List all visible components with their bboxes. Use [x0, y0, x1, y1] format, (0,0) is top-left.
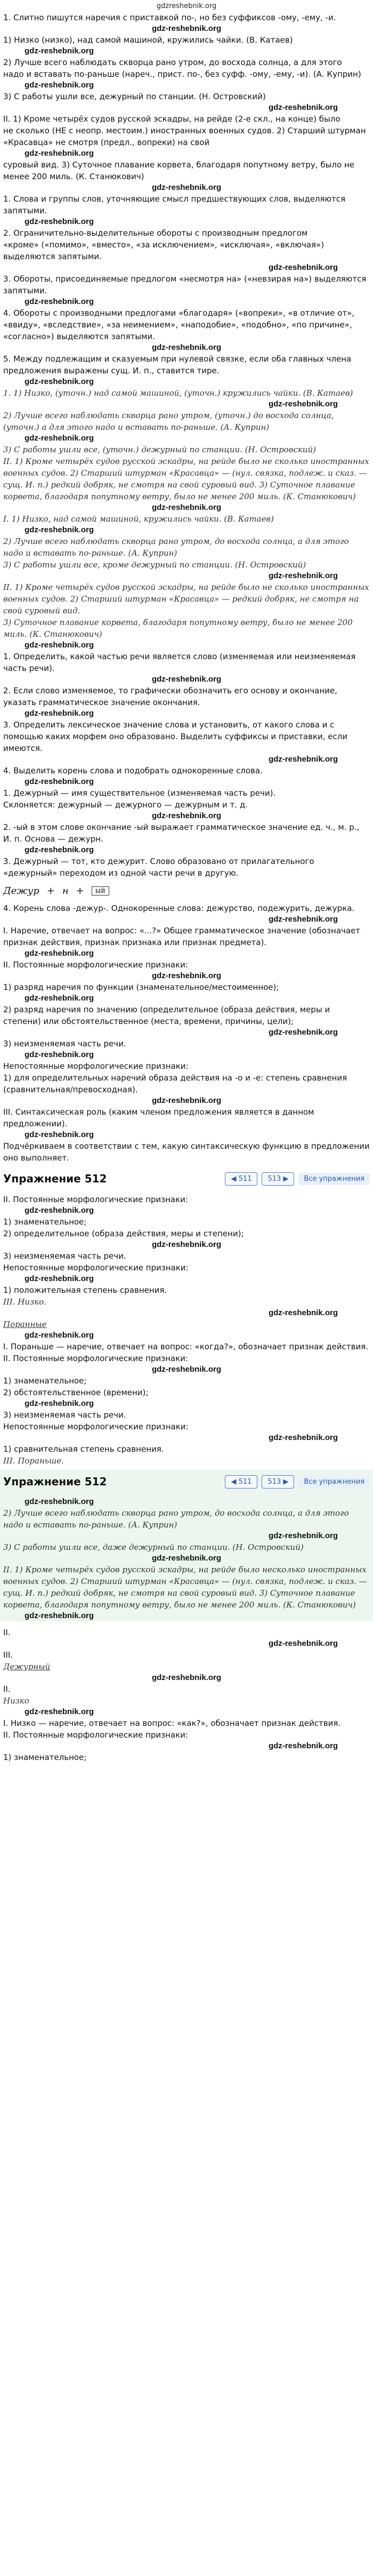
text-line: 4. Выделить корень слова и подобрать однокоренные слова. — [3, 766, 263, 775]
watermark: gdz-reshebnik.org — [25, 149, 94, 158]
watermark: gdz-reshebnik.org — [268, 571, 338, 580]
exercise-pager-repeat — [3, 1470, 370, 1493]
watermark: gdz-reshebnik.org — [25, 949, 94, 958]
text-line: 1) знаменательное; — [3, 1753, 87, 1762]
text-line: 3) неизменяемая часть речи. — [3, 1039, 126, 1049]
watermark: gdz-reshebnik.org — [268, 399, 338, 409]
text-line: I. 1) Низко, над самой машиной, кружились чайки. (В. Катаев) — [3, 514, 274, 524]
next-exercise-button[interactable]: 513 ▶ — [262, 1475, 294, 1489]
text-line: I. Пораньше — наречие, отвечает на вопрос: «когда?», обозначает признак действия. — [3, 1342, 369, 1351]
text-line: Низко — [3, 1696, 29, 1706]
watermark: gdz-reshebnik.org — [25, 1611, 94, 1620]
watermark: gdz-reshebnik.org — [25, 1130, 94, 1139]
watermark: gdz-reshebnik.org — [151, 1096, 221, 1105]
text-line: 3) С работы ушли все, (уточн.) дежурный по станции. (Н. Островский) — [3, 445, 316, 454]
text-line: Непостоянные морфологические признаки: — [3, 1061, 189, 1071]
text-line: 1. Слова и группы слов, уточняющие смысл предшествующих слов, выделяются запятыми. — [3, 194, 346, 215]
watermark: gdz-reshebnik.org — [268, 1028, 338, 1037]
text-line: I. Наречие, отвечает на вопрос: «...?» Общее грамматическое значение (обозначает признак действия, признак признака или признак предмета). — [3, 926, 361, 947]
watermark: gdz-reshebnik.org — [25, 709, 94, 718]
text-line: II. 1) Кроме четырёх судов русской эскадры, на рейде было не сколько иностранных военных судов. 2) Старший штурман «Красавца» — (нул. связка, подлеж. и сказ. — сущ. И. п.) редкий добряк, не смотря на свой суровый вид. 3) Суточное плавание корвета, благодаря попутному ветру, было не менее 200 миль. (К. Станюкович) — [3, 457, 369, 501]
text-line: не сколько (НЕ с неопр. местоим.) иностранных военных судов. 2) Старший штурман «Красавца» не смотря (предл., вопреки) на свой — [3, 126, 366, 147]
text-line: 1) знаменательное; — [3, 1376, 87, 1386]
watermark: gdz-reshebnik.org — [25, 297, 94, 306]
watermark: gdz-reshebnik.org — [25, 1399, 94, 1408]
watermark: gdz-reshebnik.org — [25, 434, 94, 443]
solution-page — [0, 12, 373, 1763]
text-line: Дежурный — [3, 1662, 51, 1671]
watermark: gdz-reshebnik.org — [25, 1050, 94, 1059]
plus-sign: + — [46, 885, 55, 897]
all-exercises-button[interactable]: Все упражнения — [298, 1173, 370, 1185]
watermark: gdz-reshebnik.org — [25, 777, 94, 786]
watermark: gdz-reshebnik.org — [268, 1433, 338, 1442]
morpheme-diagram — [3, 879, 370, 902]
text-line: II. Постоянные морфологические признаки: — [3, 1195, 188, 1204]
text-line: 2) Лучше всего наблюдать скворца рано утром, (уточн.) до восхода солнца, (уточн.) а для этого надо и вставать по-раньше. (А. Куприн) — [3, 411, 334, 432]
watermark: gdz-reshebnik.org — [151, 971, 221, 980]
watermark: gdz-reshebnik.org — [25, 377, 94, 386]
watermark: gdz-reshebnik.org — [25, 1331, 94, 1340]
prev-exercise-button[interactable]: ◀ 511 — [225, 1172, 257, 1186]
highlight-band — [0, 1470, 373, 1621]
text-line: 3) Суточное плавание корвета, благодаря попутному ветру, было не менее 200 миль. (К. Станюкович) — [3, 618, 353, 639]
text-line: II. — [3, 1684, 11, 1694]
text-line: 3. Обороты, присоединяемые предлогом «несмотря на» («невзирая на») выделяются запятыми. — [3, 274, 367, 295]
prev-exercise-number: 511 — [238, 1174, 252, 1183]
exercise-title: Упражнение 512 — [3, 1475, 107, 1488]
text-line: 3) С работы ушли все, даже дежурный по станции. (Н. Островский) — [3, 1542, 304, 1552]
text-line: II. 1) Кроме четырёх судов русской эскадры, на рейде было несколько иностранных военных судов. 2) Старший штурман «Красавца» — (нул. связка, подлеж. и сказ. — сущ. И. п.) редкий добряк, не смотря на свой суровый вид. 3) Суточное плавание корвета, благодаря попутному ветру, было не менее 200 миль. (К. Станюкович) — [3, 1565, 367, 1610]
text-line: 2. Ограничительно-выделительные обороты с производным предлогом — [3, 228, 308, 238]
text-line: 1) сравнительная степень сравнения. — [3, 1444, 164, 1454]
exercise-pager — [3, 1167, 370, 1190]
text-line: 2. Если слово изменяемое, то графически обозначить его основу и окончание, указать грамматическое значение окончания. — [3, 686, 337, 707]
watermark: gdz-reshebnik.org — [25, 1274, 94, 1283]
text-line: Склоняется: дежурный — дежурного — дежурным и т. д. — [3, 800, 248, 810]
prev-exercise-number: 511 — [238, 1477, 252, 1486]
text-line: 1) для определительных наречий образа действия на -о и -е: степень сравнения (сравнительная/превосходная). — [3, 1073, 347, 1094]
watermark: gdz-reshebnik.org — [151, 24, 221, 33]
watermark: gdz-reshebnik.org — [268, 103, 338, 112]
watermark: gdz-reshebnik.org — [268, 1639, 338, 1648]
watermark: gdz-reshebnik.org — [151, 1240, 221, 1249]
watermark: gdz-reshebnik.org — [268, 1531, 338, 1540]
watermark: gdz-reshebnik.org — [25, 1497, 94, 1506]
watermark: gdz-reshebnik.org — [151, 183, 221, 192]
text-line: III. — [3, 1650, 13, 1660]
text-line: надо и вставать по-раньше (нареч., прист. по-, без суфф. -ому, -ему, -и). (А. Куприн) — [3, 69, 361, 79]
watermark: gdz-reshebnik.org — [25, 217, 94, 226]
watermark: gdz-reshebnik.org — [151, 343, 221, 352]
next-exercise-button[interactable]: 513 ▶ — [262, 1172, 294, 1186]
text-line: II. Постоянные морфологические признаки: — [3, 1730, 188, 1740]
text-line: 3) неизменяемая часть речи. — [3, 1251, 126, 1261]
text-line: 1. 1) Низко, (уточн.) над самой машиной, (уточн.) кружились чайки. (В. Катаев) — [3, 388, 353, 398]
text-line: II. 1) Кроме четырёх судов русской эскадры, на рейде было не сколько иностранных военных судов. 2) Старший штурман «Красавца» — редкий добряк, не смотря на свой суровый вид. — [3, 582, 369, 615]
watermark: gdz-reshebnik.org — [151, 1673, 221, 1682]
text-line: 1) знаменательное; — [3, 1217, 87, 1227]
text-line: III. Низко. — [3, 1297, 46, 1307]
watermark: gdz-reshebnik.org — [151, 675, 221, 684]
watermark: gdz-reshebnik.org — [268, 263, 338, 272]
text-line: Непостоянные морфологические признаки: — [3, 1422, 189, 1431]
watermark: gdz-reshebnik.org — [268, 1308, 338, 1317]
text-line: 1. Дежурный — имя существительное (изменяемая часть речи). — [3, 788, 276, 798]
text-line: 2) Лучше всего наблюдать скворца рано утром, до восхода солнца, а для этого надо и вставать по-раньше. (А. Куприн) — [3, 1508, 349, 1530]
text-line: Подчёркиваем в соответствии с тем, какую синтаксическую функцию в предложении оно выполняет. — [3, 1141, 370, 1163]
suffix-mark: н — [62, 885, 69, 897]
text-line: 2) определительное (образа действия, меры и степени); — [3, 1229, 244, 1238]
text-line: II. — [3, 1628, 11, 1637]
exercise-title: Упражнение 512 — [3, 1172, 107, 1185]
text-line: 1) разряд наречия по функции (знаменательное/местоименное); — [3, 982, 279, 992]
text-line: III. Синтаксическая роль (каким членом предложения является в данном предложении). — [3, 1107, 314, 1129]
watermark: gdz-reshebnik.org — [25, 46, 94, 55]
watermark: gdz-reshebnik.org — [151, 503, 221, 512]
watermark: gdz-reshebnik.org — [25, 1707, 94, 1716]
watermark: gdz-reshebnik.org — [268, 755, 338, 764]
text-line: 3) С работы ушли все, кроме дежурный по станции. (Н. Островский) — [3, 560, 306, 570]
text-line: 2) разряд наречия по значению (определительное (образа действия, меры и степени) или обстоятельственное (места, времени, причины, цели); — [3, 1005, 330, 1026]
text-line: 4. Обороты с производными предлогами «благодаря» («вопреки», «в отличие от», «ввиду», «вследствие», «за неимением», «наподобие», «подобно», «по причине», «согласно») выделяются запятыми. — [3, 308, 355, 341]
ending-box: ый — [92, 886, 109, 895]
text-line: 3. Дежурный — тот, кто дежурит. Слово образовано от прилагательного «дежурный» переходом из одной части речи в другую. — [3, 857, 314, 878]
watermark: gdz-reshebnik.org — [25, 641, 94, 650]
text-line: 4. Корень слова -дежур-. Однокоренные слова: дежурство, подежурить, дежурка. — [3, 903, 355, 913]
text-line: 2) Лучше всего наблюдать скворца рано утром, до восхода солнца, а для этого — [3, 58, 342, 67]
text-line: 2) обстоятельственное (времени); — [3, 1388, 149, 1397]
text-line: I. Низко — наречие, отвечает на вопрос: «как?», обозначает признак действия. — [3, 1718, 341, 1728]
watermark: gdz-reshebnik.org — [151, 811, 221, 820]
text-line: 3. Определить лексическое значение слова и установить, от какого слова и с помощью каких морфем оно образовано. Выделить суффиксы и приставки, если имеются. — [3, 720, 348, 753]
word-stem: Дежур — [3, 885, 39, 897]
watermark: gdz-reshebnik.org — [151, 1365, 221, 1374]
text-line: «кроме» («помимо», «вместо», «за исключением», «исключая», «включая») выделяются запятыми. — [3, 240, 325, 261]
text-line: II. Постоянные морфологические признаки: — [3, 960, 188, 970]
text-line: 1. Определить, какой частью речи является слово (изменяемая или неизменяемая часть речи). — [3, 652, 356, 673]
text-line: Непостоянные морфологические признаки: — [3, 1263, 189, 1273]
watermark: gdz-reshebnik.org — [25, 994, 94, 1003]
text-line: Поранные — [3, 1319, 47, 1329]
text-line: 2. -ый в этом слове окончание -ый выражает грамматическое значение ед. ч., м. р., И. п. Основа — дежурн. — [3, 822, 360, 844]
all-exercises-button[interactable]: Все упражнения — [298, 1476, 370, 1488]
watermark: gdz-reshebnik.org — [25, 81, 94, 90]
next-exercise-number: 513 — [267, 1477, 281, 1486]
text-line: 1. Слитно пишутся наречия с приставкой по-, но без суффиксов -ому, -ему, -и. — [3, 13, 336, 22]
plus-sign: + — [76, 885, 84, 897]
text-line: II. 1) Кроме четырёх судов русской эскадры, на рейде (2-е скл., на конце) было — [3, 114, 340, 124]
watermark: gdz-reshebnik.org — [151, 1554, 221, 1563]
text-line: 3) неизменяемая часть речи. — [3, 1410, 126, 1420]
text-line: 2) Лучше всего наблюдать скворца рано утром, до восхода солнца, а для этого надо и вставать по-раньше. (А. Куприн) — [3, 537, 349, 558]
next-exercise-number: 513 — [267, 1174, 281, 1183]
prev-exercise-button[interactable]: ◀ 511 — [225, 1475, 257, 1489]
watermark: gdz-reshebnik.org — [268, 1741, 338, 1750]
text-line: 5. Между подлежащим и сказуемым при нулевой связке, если оба главных члена предложения выражены сущ. И. п., ставится тире. — [3, 354, 352, 375]
text-line: 1) положительная степень сравнения. — [3, 1285, 167, 1295]
text-line: III. Пораньше. — [3, 1456, 64, 1466]
watermark: gdz-reshebnik.org — [25, 525, 94, 534]
text-line: 3) С работы ушли все, дежурный по станции. (Н. Островский) — [3, 92, 266, 101]
text-line: II. Постоянные морфологические признаки: — [3, 1354, 188, 1363]
watermark: gdz-reshebnik.org — [25, 845, 94, 854]
watermark: gdz-reshebnik.org — [268, 915, 338, 924]
text-line: 1) Низко (низко), над самой машиной, кружились чайки. (В. Катаев) — [3, 35, 293, 45]
text-line: суровый вид. 3) Суточное плавание корвета, благодаря попутному ветру, было не менее 200 миль. (К. Станюкович) — [3, 160, 354, 181]
site-header[interactable]: gdzreshebnik.org — [156, 2, 217, 10]
watermark: gdz-reshebnik.org — [25, 1206, 94, 1215]
